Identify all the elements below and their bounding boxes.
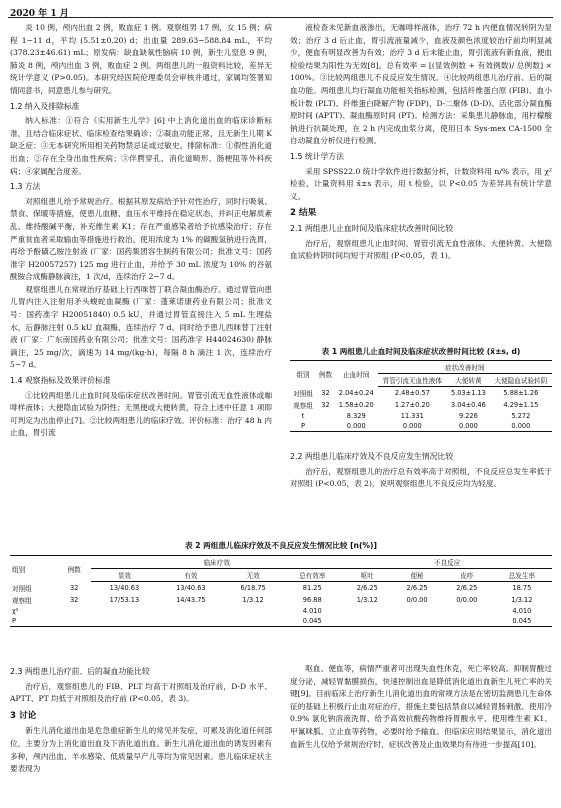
t2-sub-0: 显效 xyxy=(91,569,157,582)
table-cell xyxy=(91,616,157,627)
right-column xyxy=(290,22,552,263)
table-cell: 1.58±0.20 xyxy=(338,400,374,409)
table-cell: 5.272 xyxy=(511,411,531,420)
table-cell: 0.045 xyxy=(302,616,322,625)
t2-header-adv: 不良反应 xyxy=(342,556,552,569)
table-row xyxy=(10,582,552,594)
t2-sub-1: 有效 xyxy=(158,569,224,582)
header-rule xyxy=(8,17,553,18)
table-cell xyxy=(224,616,282,627)
table-cell: 2.48±0.57 xyxy=(394,388,430,397)
table-cell xyxy=(158,616,224,627)
table-cell: 9.226 xyxy=(458,411,478,420)
table-cell: 0.000 xyxy=(346,421,366,430)
table-cell xyxy=(392,616,442,627)
table-cell xyxy=(57,606,91,616)
table-cell xyxy=(316,421,335,432)
t1-sub-2: 大便隐血试验转阴 xyxy=(490,374,552,387)
table-cell: 0/0.00 xyxy=(406,595,428,604)
table-cell xyxy=(442,616,492,627)
table-cell: 5.03±1.13 xyxy=(450,388,486,397)
table-cell: χ² xyxy=(12,606,19,615)
table-cell: 4.010 xyxy=(512,606,532,615)
paragraph: 新生儿消化道出血是危急重症新生儿的常见并发症，可累及消化道任何部位，主要分为上消化道出血及下消化道出血。新生儿消化道出血的诱发因素有多种，颅内出血、羊水感染、低质量早产儿等均为常见因素。患儿临床症状主要表现为 xyxy=(10,726,272,774)
section-heading: 1.5 统计学方法 xyxy=(290,151,344,161)
table-cell: 0.000 xyxy=(511,421,531,430)
table-cell xyxy=(91,606,157,616)
t2-sub-4: 呕吐 xyxy=(342,569,392,582)
issue-header: 2020 年 1 月 xyxy=(10,9,69,19)
paragraph: 治疗后，观察组患儿的治疗总有效率高于对照组，不良反应总发生率低于对照组 (P<0.05，表 2)，说明观察组患儿不良反应均为轻度。 xyxy=(290,466,552,489)
paragraph: 治疗后，观察组患儿止血时间、胃管引流无血性液体、大便转黄、大便隐血试验转阴时间均短于对照组 (P<0.05，表 1)。 xyxy=(290,238,552,261)
section-heading: 2.1 两组患儿止血时间及临床症状改善时间比较 xyxy=(290,223,454,233)
t1-header-n: 例数 xyxy=(318,370,333,379)
section-heading: 1.2 纳入及排除标准 xyxy=(10,101,80,111)
t1-sub-1: 大便转黄 xyxy=(447,374,490,387)
table-row xyxy=(10,616,552,627)
table-cell xyxy=(158,606,224,616)
table-cell: P xyxy=(12,616,16,625)
table-row xyxy=(10,594,552,606)
table-cell: 81.25 xyxy=(302,583,322,592)
table-cell: 2/6.25 xyxy=(406,583,428,592)
table-1-caption: 表 1 两组患儿止血时间及临床症状改善时间比较 (x̄±s, d) xyxy=(321,347,521,356)
table-cell xyxy=(342,606,392,616)
table-cell: 32 xyxy=(321,388,330,397)
t1-header-improve: 症状改善时间 xyxy=(378,361,552,374)
paragraph: 治疗后，观察组患儿的 FIB、PLT 均高于对照组及治疗前，D-D 水平、APTT、PT 均低于对照组及治疗前 (P<0.05，表 3)。 xyxy=(10,681,272,704)
table-cell xyxy=(442,606,492,616)
table-cell xyxy=(224,606,282,616)
paragraph: 观察组患儿在常规治疗基础上行西咪替丁联合凝血酶治疗。通过胃管向患儿胃内注入注射用矛头蝮蛇血凝酶 (厂家：蓬莱诺康药业有限公司；批准文号：国药准字 H20051840) 0.5 kU，并通过胃管直接注入 5 mL 生理盐水，后静脉注射 0.5 kU 血凝酶，连续治疗 7 d。同时给予患儿西咪替丁注射液 (厂家：广东南国药业有限公司；批准文号：国药准字 H44024630) 静脉滴注，25 mg/次，滴速为 14 mg/(kg·h)，每隔 8 h 滴注 1 次，连续治疗 5~7 d。 xyxy=(10,284,272,370)
table-cell: 4.29±1.15 xyxy=(503,400,539,409)
table-row xyxy=(290,387,552,399)
table-cell: 14/43.75 xyxy=(176,595,206,604)
table-row xyxy=(290,421,552,432)
table-cell: 0/0.00 xyxy=(456,595,478,604)
t2-header-group: 组别 xyxy=(12,565,26,574)
table-cell: 1/3.12 xyxy=(356,595,378,604)
table-cell: 4.010 xyxy=(302,606,322,615)
section-heading: 1.4 观察指标及效果评价标准 xyxy=(10,376,111,386)
section-heading: 2.3 两组患儿治疗前、后的凝血功能比较 xyxy=(10,667,150,676)
paragraph: 炎 10 例，颅内出血 2 例，败血症 1 例。观察组男 17 例，女 15 例；病程 1~11 d，平均 (5.51±0.20) d；出血量 289.63~588.84 mL，平均 (378.23±46.61) mL；原发病：缺血缺氧性脑病 10 例，新生儿窒息 9 例，肺炎 8 例，颅内出血 3 例，败血症 2 例。两组患儿的一般资料比较，差异无统计学意义 (P>0.05)。本研究经医院伦理委员会审核并通过，家属均签署知情同意书，同意患儿参与研究。 xyxy=(10,23,272,95)
t2-sub-6: 皮疹 xyxy=(442,569,492,582)
table-cell xyxy=(57,616,91,627)
table-cell: 32 xyxy=(69,595,79,604)
table-cell: 2.04±0.24 xyxy=(338,388,374,397)
left-column xyxy=(10,22,272,440)
table-cell xyxy=(342,616,392,627)
table-cell: 观察组 xyxy=(12,596,32,605)
section-heading: 2 结果 xyxy=(290,208,317,219)
table-cell: 13/40.63 xyxy=(109,583,140,592)
bottom-left-column xyxy=(10,663,272,776)
table-cell: 对照组 xyxy=(293,389,313,398)
table-cell: 17/53.13 xyxy=(109,595,140,604)
table-cell: 13/40.63 xyxy=(176,583,206,592)
table-2 xyxy=(10,540,552,627)
table-2-caption: 表 2 两组患儿临床疗效及不良反应发生情况比较 [n(%)] xyxy=(185,541,377,550)
t1-header-group: 组别 xyxy=(296,370,310,379)
table-cell: 18.75 xyxy=(512,583,532,592)
bottom-right-column xyxy=(290,663,552,751)
t1-header-stop: 止血时间 xyxy=(343,370,370,379)
table-cell: 8.329 xyxy=(346,411,366,420)
t2-sub-5: 便秘 xyxy=(392,569,442,582)
table-cell: 2/6.25 xyxy=(456,583,478,592)
table-cell: 观察组 xyxy=(293,401,313,410)
t2-header-n: 例数 xyxy=(67,565,81,574)
paragraph: 纳入标准：①符合《实用新生儿学》[6] 中上消化道出血的临床诊断标准，且结合临床症状、临床检查结果确诊；②凝血功能正常，且无新生儿期 K 缺乏症；③无本研究所用相关药物禁忌证或过敏史。排除标准：①假性消化道出血；②存在全身出血性疾病；③伴腭穿孔、消化道畸形、肠梗阻等外科疾病；④家属配合度差。 xyxy=(10,116,272,176)
table-cell: t xyxy=(301,411,305,420)
table-row xyxy=(290,411,552,421)
paragraph: 对照组患儿给予常规治疗。根据其原发病给予针对性治疗，同时行吸氧、禁食、保暖等措施，使患儿血糖、血压水平维持在稳定状态，并纠正电解质紊乱、维持酸碱平衡，补充维生素 K1；存在严重感染者给予抗感染治疗；存在严重贫血者采取输血等措施进行救治。使用浓度为 1% 的碳酸氢钠进行洗胃，再给予酚磺乙胺注射液 (厂家：国药集团容生制药有限公司；批准文号：国药准字 H20057257) 125 mg 进行止血，并给予 30 mL 浓度为 10% 的谷氨酰胺合成酶静脉滴注，1 次/d，连续治疗 2~7 d。 xyxy=(10,196,272,282)
table-cell xyxy=(392,606,442,616)
table-cell: 1.27±0.20 xyxy=(394,400,430,409)
table-cell: 0.000 xyxy=(458,421,478,430)
table-cell: 对照组 xyxy=(12,584,32,593)
table-1 xyxy=(290,346,552,432)
t2-header-eff: 临床疗效 xyxy=(91,556,342,569)
table-cell: 6/18.75 xyxy=(240,583,266,592)
table-1-grid xyxy=(290,360,552,432)
table-cell: 1/3.12 xyxy=(242,595,264,604)
t2-sub-2: 无效 xyxy=(224,569,282,582)
t2-sub-3: 总有效率 xyxy=(282,569,342,582)
right-mid-text xyxy=(290,448,552,491)
t1-sub-0: 胃管引流无血性液体 xyxy=(378,374,447,387)
table-cell: 96.88 xyxy=(302,595,322,604)
table-cell: 32 xyxy=(321,400,330,409)
section-heading: 3 讨论 xyxy=(10,710,37,721)
table-cell: P xyxy=(301,421,306,430)
paragraph: 采用 SPSS22.0 统计学软件进行数据分析，计数资料用 n/% 表示，用 χ² 检验，计量资料用 x̄±s 表示，用 t 检验，以 P<0.05 为差异具有统计学意义。 xyxy=(290,166,552,201)
paragraph: ①比较两组患儿止血时间及临床症状改善时间。胃管引流无血性液体或咖啡样液体；大便隐血试验为阴性；无黑便或大便转黄，符合上述中任意 1 项即可判定为出血停止[7]。②比较两组患儿的临床疗效。评价标准：治疗 48 h 内止血，胃引流 xyxy=(10,390,272,438)
table-row xyxy=(290,399,552,411)
table-cell: 5.88±1.26 xyxy=(503,388,539,397)
table-cell: 32 xyxy=(69,583,79,592)
paragraph: 液检查未见新血液渗出，无咖啡样液体，治疗 72 h 内便血情况转阴为显效；治疗 3 d 后止血，胃引流液量减少，血液及颜色浓度较治疗前均明显减少，便血有明显改善为有效；治疗 3 d 后未能止血，胃引流液有新血液，便血检验结果为阳性为无效[8]。总有效率 = [(显效例数 + 有效例数)/ 总例数] × 100%。③比较两组患儿不良反应发生情况。④比较两组患儿治疗前、后的凝血功能。两组患儿均行凝血功能相关指标检测，包括纤维蛋白原 (FIB)、血小板计数 (PLT)、纤维蛋白降解产物 (FDP)、D-二聚体 (D-D)、活化部分凝血酶原时间 (APTT)、凝血酶原时间 (PT)。检测方法：采集患儿静脉血，用柠檬酸钠进行抗凝处理，在 2 h 内完成血浆分离，使用日本 Sys-mex CA-1500 全自动凝血分析仪进行检测。 xyxy=(290,23,553,146)
table-cell: 2/6.25 xyxy=(356,583,378,592)
section-heading: 1.3 方法 xyxy=(10,182,41,192)
table-cell: 11.331 xyxy=(400,411,424,420)
table-cell: 0.000 xyxy=(402,421,422,430)
table-cell: 3.04±0.46 xyxy=(450,400,486,409)
t2-sub-7: 总发生率 xyxy=(492,569,552,582)
table-row xyxy=(10,606,552,616)
paragraph: 呕血、便血等，病情严重者可出现失血性休克，死亡率较高。抑制胃酸过度分泌，减轻胃黏膜损伤，快速控制出血是降低消化道出血新生儿死亡率的关键[9]。目前临床上治疗新生儿消化道出血的常规方法是在密切监测患儿生命体征的基础上积极行止血对症治疗，措施主要包括禁食以减轻胃肠刺激、使用冷 0.9% 氯化钠溶液洗胃、给予高效抗酸药物维持胃酸水平、使用维生素 K1、甲氰咪胍、立止血等药物，必要时给予输血。但临床应用结果显示，消化道出血新生儿仅给予常规治疗时，症状改善及止血效果均有待进一步提高[10]。 xyxy=(290,664,552,749)
section-heading: 2.2 两组患儿临床疗效及不良反应发生情况比较 xyxy=(290,452,454,461)
table-2-grid xyxy=(10,555,552,627)
table-cell: 0.045 xyxy=(512,616,532,625)
table-cell: 1/3.12 xyxy=(511,595,533,604)
table-cell xyxy=(316,411,335,421)
